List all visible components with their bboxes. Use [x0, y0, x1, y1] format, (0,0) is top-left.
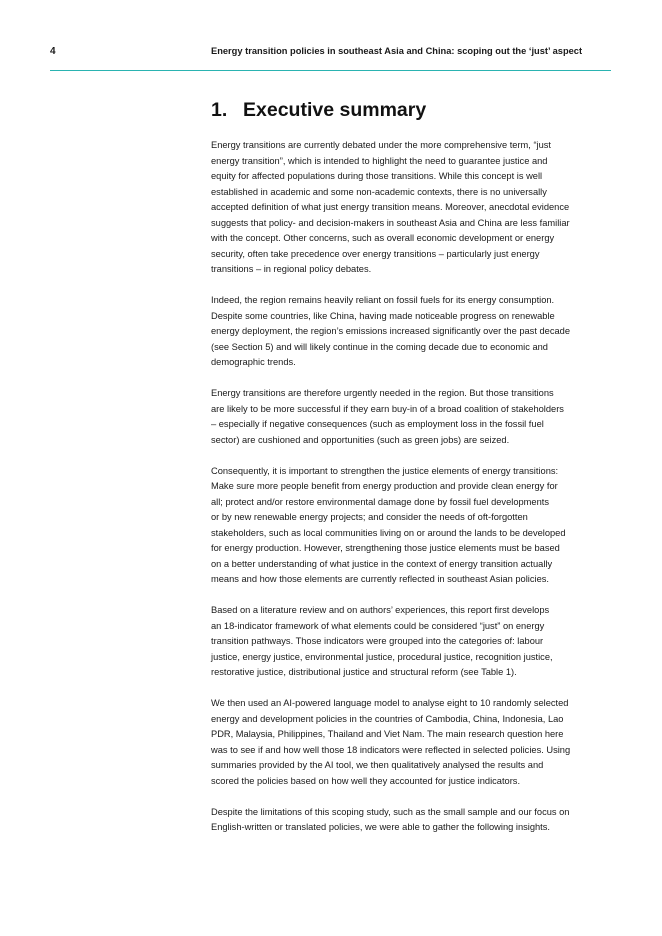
body-paragraph [211, 386, 613, 448]
paragraph-line: summaries provided by the AI tool, we then qualitatively analysed the results and [211, 760, 544, 770]
paragraph-line: established in academic and some non-academic contexts, there is no universally [211, 186, 547, 197]
section-number: 1. [211, 99, 228, 121]
paragraph-line: was to see if and how well those 18 indicators were reflected in selected policies. Using [211, 744, 571, 755]
paragraph-line: all; protect and/or restore environmental damage done by fossil fuel developments [211, 496, 549, 507]
paragraph-line: means and how those elements are currently reflected in southeast Asian policies. [211, 574, 549, 584]
paragraph-line: Make sure more people benefit from energy production and provide clean energy for [211, 481, 558, 491]
paragraph-line: security, often take precedence over energy transitions – particularly just energy [211, 248, 540, 259]
paragraph-line: PDR, Malaysia, Philippines, Thailand and Viet Nam. The main research question here [211, 729, 564, 739]
paragraph-line: – especially if negative consequences (such as employment loss in the fossil fuel [211, 419, 544, 429]
paragraph-line: equity for affected populations during those transitions. While this concept is well [211, 171, 543, 181]
paragraph-line: sector) are cushioned and opportunities (such as green jobs) are seized. [211, 434, 510, 445]
paragraph-line: justice, energy justice, environmental justice, procedural justice, recognition justice, [211, 651, 553, 662]
paragraph-line: transitions – in regional policy debates. [211, 264, 372, 274]
paragraph-line: energy transition”, which is intended to highlight the need to guarantee justice and [211, 155, 548, 166]
paragraph-line: or by new renewable energy projects; and consider the needs of oft-forgotten [211, 512, 528, 522]
paragraph-line: scored the policies based on how well they accounted for justice indicators. [211, 775, 521, 786]
page-number: 4 [50, 46, 56, 57]
paragraph-line: Consequently, it is important to strengthen the justice elements of energy transitions: [211, 465, 559, 476]
paragraph-line: accepted definition of what just energy transition means. Moreover, anecdotal evidence [211, 202, 570, 212]
paragraph-line: Despite some countries, like China, having made noticeable progress on renewable [211, 310, 555, 321]
paragraph-line: (see Section 5) and will likely continue in the coming decade due to economic and [211, 341, 548, 352]
body-paragraph [211, 293, 613, 371]
paragraph-line: Indeed, the region remains heavily reliant on fossil fuels for its energy consumption. [211, 295, 555, 305]
paragraph-line: an 18-indicator framework of what elements could be considered “just” on energy [211, 620, 545, 631]
section-heading [211, 99, 426, 122]
running-header-title: Energy transition policies in southeast Asia and China: scoping out the ‘just’ aspect [211, 46, 583, 56]
body-paragraph [211, 138, 613, 278]
body-paragraph [211, 464, 613, 588]
paragraph-line: energy and development policies in the countries of Cambodia, China, Indonesia, Lao [211, 713, 564, 724]
paragraph-line: Energy transitions are therefore urgently needed in the region. But those transitions [211, 388, 554, 398]
body-paragraph [211, 696, 613, 789]
section-title-text: Executive summary [243, 99, 427, 121]
paragraph-line: restorative justice, distributional justice and structural reform (see Table 1). [211, 667, 517, 677]
body-text [211, 138, 613, 851]
paragraph-line: transition pathways. Those indicators were grouped into the categories of: labour [211, 636, 544, 646]
paragraph-line: for energy production. However, strengthening those justice elements must be based [211, 543, 560, 553]
paragraph-line: suggests that policy- and decision-makers in southeast Asia and China are less familiar [211, 217, 570, 228]
paragraph-line: stakeholders, such as local communities living on or around the lands to be developed [211, 527, 566, 538]
paragraph-line: Based on a literature review and on authors’ experiences, this report first develops [211, 605, 550, 615]
paragraph-line: on a better understanding of what justice in the context of energy transition actually [211, 558, 553, 569]
paragraph-line: with the concept. Other concerns, such as overall economic development or energy [211, 233, 555, 243]
paragraph-line: are likely to be more successful if they earn buy-in of a broad coalition of stakeholders [211, 403, 564, 414]
paragraph-line: We then used an AI-powered language model to analyse eight to 10 randomly selected [211, 698, 569, 708]
paragraph-line: English-written or translated policies, we were able to gather the following insights. [211, 822, 550, 832]
body-paragraph [211, 805, 613, 836]
header-divider [50, 70, 611, 71]
body-paragraph [211, 603, 613, 681]
paragraph-line: Energy transitions are currently debated under the more comprehensive term, “just [211, 140, 552, 150]
paragraph-line: demographic trends. [211, 357, 296, 367]
paragraph-line: energy deployment, the region’s emissions increased significantly over the past decade [211, 326, 570, 336]
paragraph-line: Despite the limitations of this scoping study, such as the small sample and our focus on [211, 806, 570, 817]
